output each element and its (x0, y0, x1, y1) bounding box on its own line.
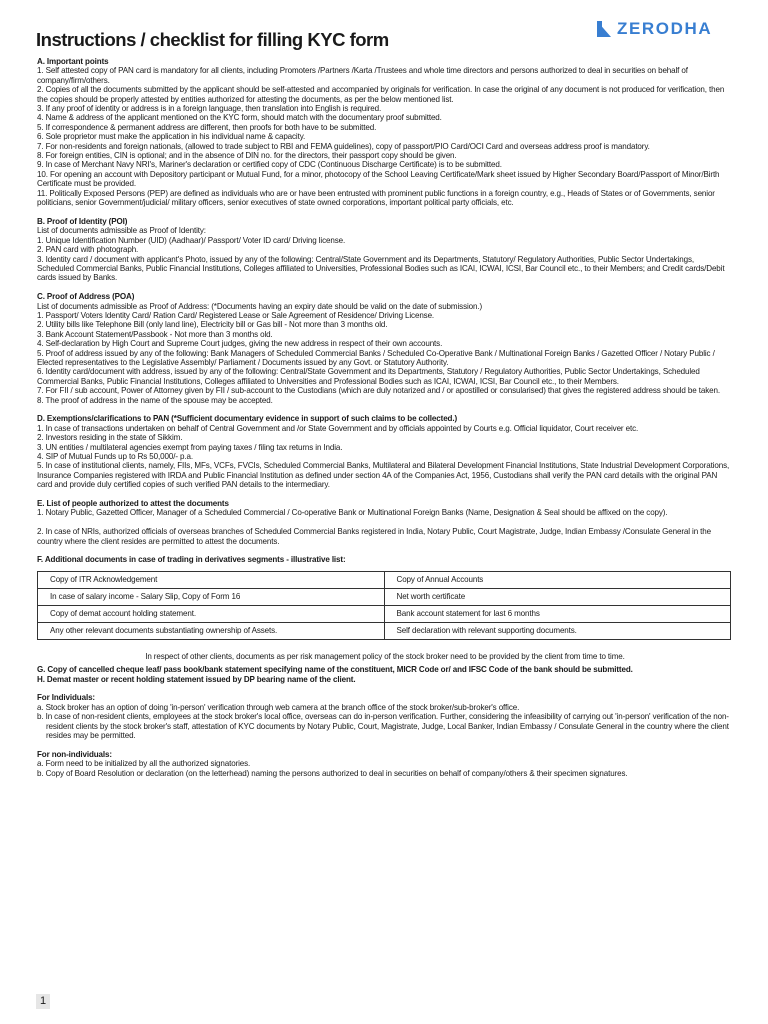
section-heading: A. Important points (37, 57, 109, 66)
table-cell: In case of salary income - Salary Slip, Copy of Form 16 (38, 588, 385, 605)
derivatives-documents-table (37, 571, 731, 640)
list-item: 3. Identity card / document with applicant's Photo, issued by any of the following: Central/State Government and its Departments, Statutory/ Regulatory Authorities, Public Sector Undertakings, Scheduled Commercial Banks, Public Financial Institutions, Colleges affiliated to Universities, Professional Bodies such as ICAI, ICWAI, ICSI, Bar Council etc., to their Members; and Credit cards/Debit cards issued by Banks. (37, 254, 725, 283)
zerodha-logo (597, 19, 712, 39)
section-intro: List of documents admissible as Proof of Identity: (37, 226, 206, 236)
table-cell: Self declaration with relevant supporting documents. (384, 622, 731, 639)
section-for-non-individuals (37, 750, 733, 778)
list-item: 1. Passport/ Voters Identity Card/ Ration Card/ Registered Lease or Sale Agreement of Residence/ Driving License. (37, 310, 435, 320)
list-item: 7. For non-residents and foreign nationals, (allowed to trade subject to RBI and FEMA guidelines), copy of passport/PIO Card/OCI Card and overseas address proof is mandatory. (37, 141, 650, 151)
list-item: 1. Self attested copy of PAN card is mandatory for all clients, including Promoters /Partners /Karta /Trustees and whole time directors and persons authorized to deal in securities on behalf of company/firm/others. (37, 66, 688, 85)
section-intro: List of documents admissible as Proof of Address: (*Documents having an expiry date should be valid on the date of submission.) (37, 301, 483, 311)
section-important-points (37, 57, 733, 208)
table-cell: Copy of Annual Accounts (384, 571, 731, 588)
section-pan-exemptions (37, 414, 733, 489)
list-item: b. Copy of Board Resolution or declaration (on the letterhead) naming the persons authorized to deal in securities on behalf of company/others & their specimen signatures. (37, 768, 628, 778)
table-row (38, 605, 731, 622)
table-row (38, 571, 731, 588)
list-item: 4. Self-declaration by High Court and Supreme Court judges, giving the new address in respect of their own accounts. (37, 339, 443, 349)
table-cell: Net worth certificate (384, 588, 731, 605)
table-cell: Copy of demat account holding statement. (38, 605, 385, 622)
spacer (37, 518, 733, 527)
list-item: 5. Proof of address issued by any of the following: Bank Managers of Scheduled Commercial Banks / Scheduled Co-Operative Bank / Multinational Foreign Banks / Gazetted Officer / Notary Public / Elected representatives to the Legislative Assembly/ Parliament / Documents issued by any Govt. or Statutory Authority. (37, 348, 715, 367)
list-item: a. Stock broker has an option of doing 'in-person' verification through web camera at the branch office of the stock broker/sub-broker's office. (37, 702, 520, 712)
section-demat-statement: H. Demat master or recent holding statement issued by DP bearing name of the client. (37, 674, 356, 684)
list-item: 8. The proof of address in the name of the spouse may be accepted. (37, 395, 273, 405)
section-heading: D. Exemptions/clarifications to PAN (*Sufficient documentary evidence in support of such claims to be collected.) (37, 414, 458, 424)
instructions-body (37, 57, 733, 778)
page-title: Instructions / checklist for filling KYC form (36, 29, 389, 50)
list-item: 10. For opening an account with Depository participant or Mutual Fund, for a minor, photocopy of the School Leaving Certificate/Mark sheet issued by Higher Secondary Board/Passport of Minor/Birth Certificate must be provided. (37, 169, 720, 189)
list-item: 6. Sole proprietor must make the application in his individual name & capacity. (37, 132, 306, 142)
table-cell: Bank account statement for last 6 months (384, 605, 731, 622)
table-row (38, 588, 731, 605)
list-item: 2. In case of NRIs, authorized officials of overseas branches of Scheduled Commercial Banks registered in India, Notary Public, Court Magistrate, Judge, Indian Embassy /Consulate General in the country where the client resides are permitted to attest the documents. (37, 527, 711, 546)
table-cell: Any other relevant documents substantiating ownership of Assets. (38, 622, 385, 639)
list-item: 2. Investors residing in the state of Sikkim. (37, 433, 183, 443)
list-item: a. Form need to be initialized by all the authorized signatories. (37, 759, 251, 769)
list-item: 4. SIP of Mutual Funds up to Rs 50,000/- p.a. (37, 452, 193, 462)
section-heading: C. Proof of Address (POA) (37, 292, 135, 302)
list-item: 11. Politically Exposed Persons (PEP) are defined as individuals who are or have been entrusted with prominent public functions in a foreign country, e.g., Heads of States or of Governments, senior politicians, senior Government/judicial/ military officers, senior executives of state owned corporations, important political party officials, etc. (37, 188, 715, 208)
list-item: b. In case of non-resident clients, employees at the stock broker's local office, overseas can do in-person verification. Further, considering the infeasibility of carrying out 'in-person' verification of the non-resident clients by the stock broker's staff, attestation of KYC documents by Notary Public, Court, Magistrate, Judge, Local Banker, Indian Embassy / Consulate General in the country where the client resides may be permitted. (37, 712, 729, 741)
page-number: 1 (36, 994, 50, 1009)
list-item: 3. Bank Account Statement/Passbook - Not more than 3 months old. (37, 329, 273, 339)
list-item: 9. In case of Merchant Navy NRI's, Mariner's declaration or certified copy of CDC (Continuous Discharge Certificate) is to be submitted. (37, 160, 502, 170)
list-item: 3. If any proof of identity or address is in a foreign language, then translation into English is required. (37, 104, 382, 114)
list-item: 6. Identity card/document with address, issued by any of the following: Central/State Government and its Departments, Statutory / Regulatory Authorities, Public Sector Undertakings, Scheduled Commercial Banks, Public Financial Institutions, Colleges affiliated to Universities and Professional Bodies such as ICAI, ICWAI, ICSI, Bar Council etc., to their Members. (37, 367, 700, 386)
list-item: 1. In case of transactions undertaken on behalf of Central Government and /or State Government and by officials appointed by Courts e.g. Official liquidator, Court receiver etc. (37, 423, 639, 433)
list-item: 2. Copies of all the documents submitted by the applicant should be self-attested and accompanied by originals for verification. In case the original of any document is not produced for verification, then the copies should be properly attested by entities authorized for attesting the documents, as per the below mentioned list. (37, 85, 725, 104)
list-item: 4. Name & address of the applicant mentioned on the KYC form, should match with the documentary proof submitted. (37, 113, 442, 123)
zerodha-logo-icon (597, 21, 611, 37)
list-item: 1. Notary Public, Gazetted Officer, Manager of a Scheduled Commercial / Co-operative Bank or Multinational Foreign Banks (Name, Designation & Seal should be affixed on the copy). (37, 508, 668, 518)
list-item: 2. PAN card with photograph. (37, 245, 139, 255)
list-item: 2. Utility bills like Telephone Bill (only land line), Electricity bill or Gas bill - Not more than 3 months old. (37, 320, 388, 330)
section-heading: For non-individuals: (37, 749, 112, 759)
list-item: 8. For foreign entities, CIN is optional; and in the absence of DIN no. for the directors, their passport copy should be given. (37, 151, 457, 161)
brand-name: ZERODHA (617, 19, 713, 38)
list-item: 3. UN entities / multilateral agencies exempt from paying taxes / filing tax returns in India. (37, 442, 343, 452)
table-row (38, 622, 731, 639)
section-proof-of-identity (37, 217, 733, 283)
list-item: 5. In case of institutional clients, namely, FIIs, MFs, VCFs, FVCIs, Scheduled Commercial Banks, Multilateral and Bilateral Development Financial Institutions, State Industrial Development Corporations, Insurance Companies registered with IRDA and Public Financial Institution as defined under section 4A of the Companies Act, 1956, Custodians shall verify the PAN card details with the original PAN card and provide duly certified copies of such verified PAN details to the intermediary. (37, 461, 730, 490)
section-heading: F. Additional documents in case of trading in derivatives segments - illustrative list: (37, 555, 346, 565)
list-item: 5. If correspondence & permanent address are different, then proofs for both have to be submitted. (37, 122, 377, 132)
list-item: 1. Unique Identification Number (UID) (Aadhaar)/ Passport/ Voter ID card/ Driving license. (37, 235, 346, 245)
risk-policy-note: In respect of other clients, documents as per risk management policy of the stock broker need to be provided by the client from time to time. (145, 651, 625, 661)
list-item: 7. For FII / sub account, Power of Attorney given by FII / sub-account to the Custodians (which are duly notarized and / or apostilled or consularised) that gives the registered address should be taken. (37, 386, 720, 396)
section-cancelled-cheque: G. Copy of cancelled cheque leaf/ pass book/bank statement specifying name of the constituent, MICR Code or/ and IFSC Code of the bank should be submitted. (37, 665, 633, 675)
section-heading: E. List of people authorized to attest the documents (37, 499, 229, 509)
section-for-individuals (37, 693, 733, 740)
section-heading: For Individuals: (37, 693, 95, 703)
section-proof-of-address (37, 292, 733, 405)
section-derivatives-documents (37, 555, 733, 661)
section-attestation-authorities (37, 499, 733, 546)
table-cell: Copy of ITR Acknowledgement (38, 571, 385, 588)
section-heading: B. Proof of Identity (POI) (37, 216, 128, 226)
